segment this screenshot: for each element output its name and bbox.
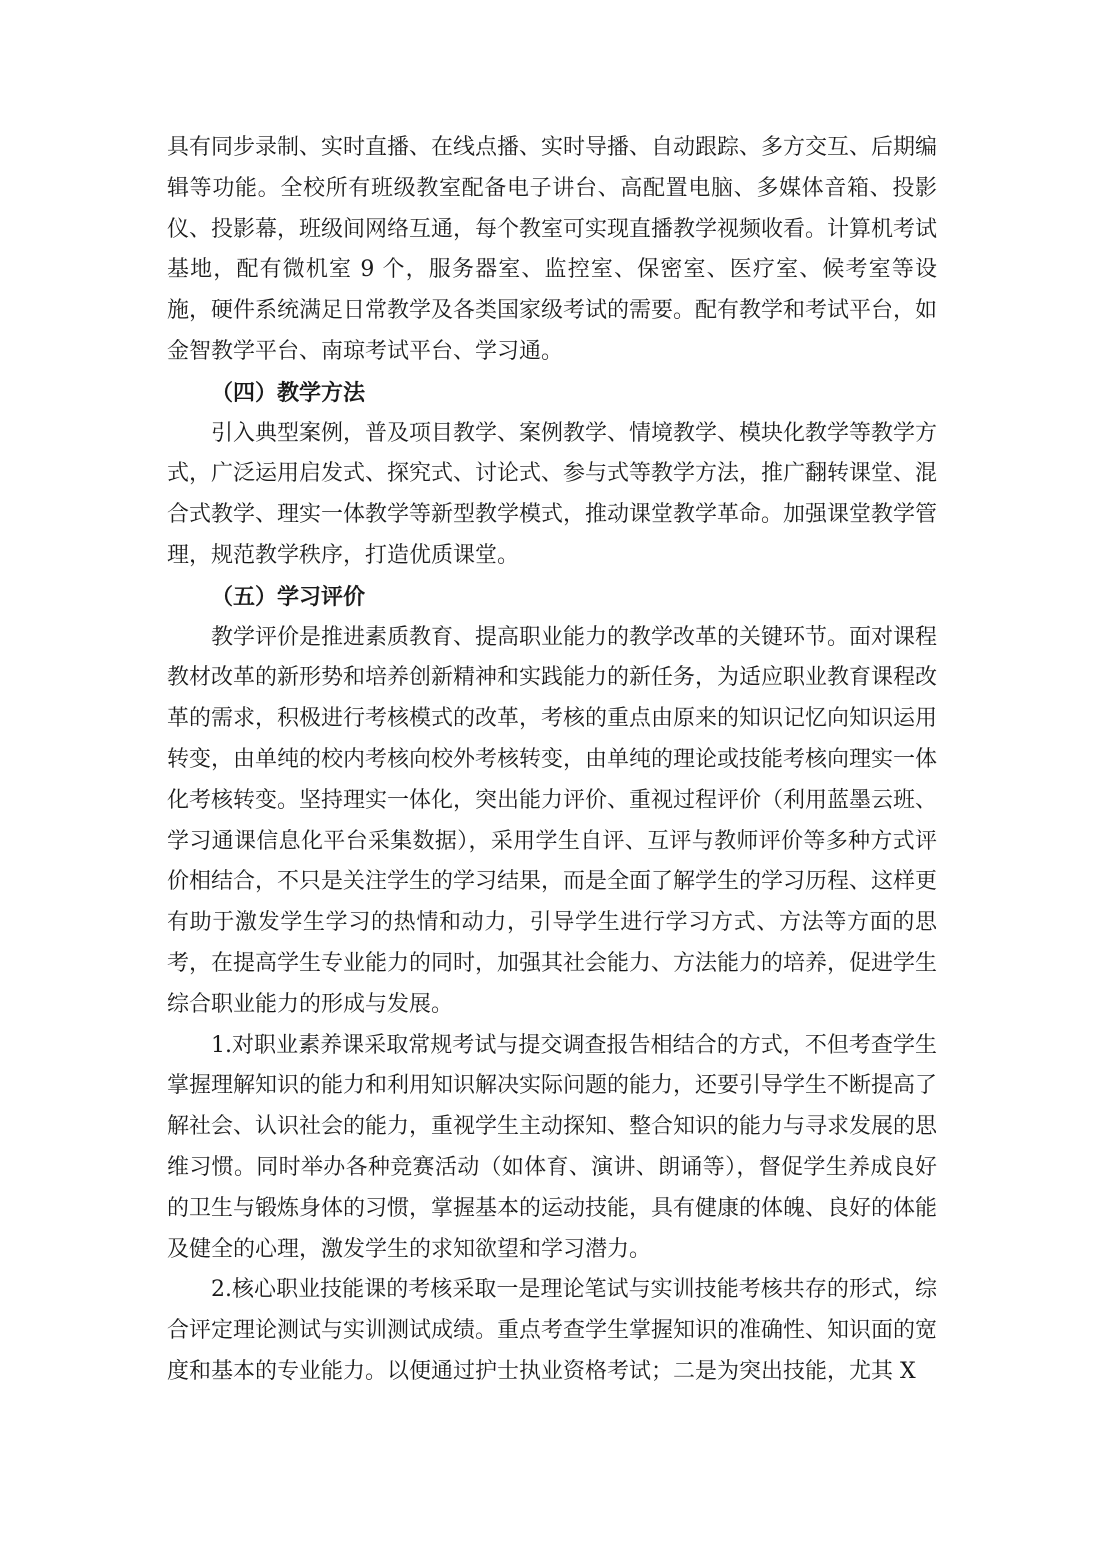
section-heading-teaching-methods: （四）教学方法 <box>211 379 366 406</box>
paragraph-teaching-methods: 引入典型案例，普及项目教学、案例教学、情境教学、模块化教学等教学方式，广泛运用启发式、探究式、讨论式、参与式等教学方法，推广翻转课堂、混合式教学、理实一体教学等新型教学模式，推动课堂教学革命。加强课堂教学管理，规范教学秩序，打造优质课堂。 <box>167 420 938 568</box>
paragraph-facilities: 具有同步录制、实时直播、在线点播、实时导播、自动跟踪、多方交互、后期编辑等功能。全校所有班级教室配备电子讲台、高配置电脑、多媒体音箱、投影仪、投影幕，班级间网络互通，每个教室可实现直播教学视频收看。计算机考试基地，配有微机室 9 个，服务器室、监控室、保密室、医疗室、候考室等设施，硬件系统满足日常教学及各类国家级考试的需要。配有教学和考试平台，如金智教学平台、南琼考试平台、学习通。 <box>167 135 938 364</box>
paragraph-item-2: 2.核心职业技能课的考核采取一是理论笔试与实训技能考核共存的形式，综合评定理论测试与实训测试成绩。重点考查学生掌握知识的准确性、知识面的宽度和基本的专业能力。以便通过护士执业资格考试；二是为突出技能，尤其 X <box>167 1277 938 1384</box>
section-heading-learning-evaluation: （五）学习评价 <box>211 583 366 610</box>
document-page <box>167 128 937 1393</box>
paragraph-item-1: 1.对职业素养课采取常规考试与提交调查报告相结合的方式，不但考查学生掌握理解知识的能力和利用知识解决实际问题的能力，还要引导学生不断提高了解社会、认识社会的能力，重视学生主动探知、整合知识的能力与寻求发展的思维习惯。同时举办各种竞赛活动（如体育、演讲、朗诵等），督促学生养成良好的卫生与锻炼身体的习惯，掌握基本的运动技能，具有健康的体魄、良好的体能及健全的心理，激发学生的求知欲望和学习潜力。 <box>167 1032 938 1262</box>
paragraph-learning-evaluation: 教学评价是推进素质教育、提高职业能力的教学改革的关键环节。面对课程教材改革的新形势和培养创新精神和实践能力的新任务，为适应职业教育课程改革的需求，积极进行考核模式的改革，考核的重点由原来的知识记忆向知识运用转变，由单纯的校内考核向校外考核转变，由单纯的理论或技能考核向理实一体化考核转变。坚持理实一体化，突出能力评价、重视过程评价（利用蓝墨云班、学习通课信息化平台采集数据），采用学生自评、互评与教师评价等多种方式评价相结合，不只是关注学生的学习结果，而是全面了解学生的学习历程、这样更有助于激发学生学习的热情和动力，引导学生进行学习方式、方法等方面的思考，在提高学生专业能力的同时，加强其社会能力、方法能力的培养，促进学生综合职业能力的形成与发展。 <box>167 624 938 1017</box>
